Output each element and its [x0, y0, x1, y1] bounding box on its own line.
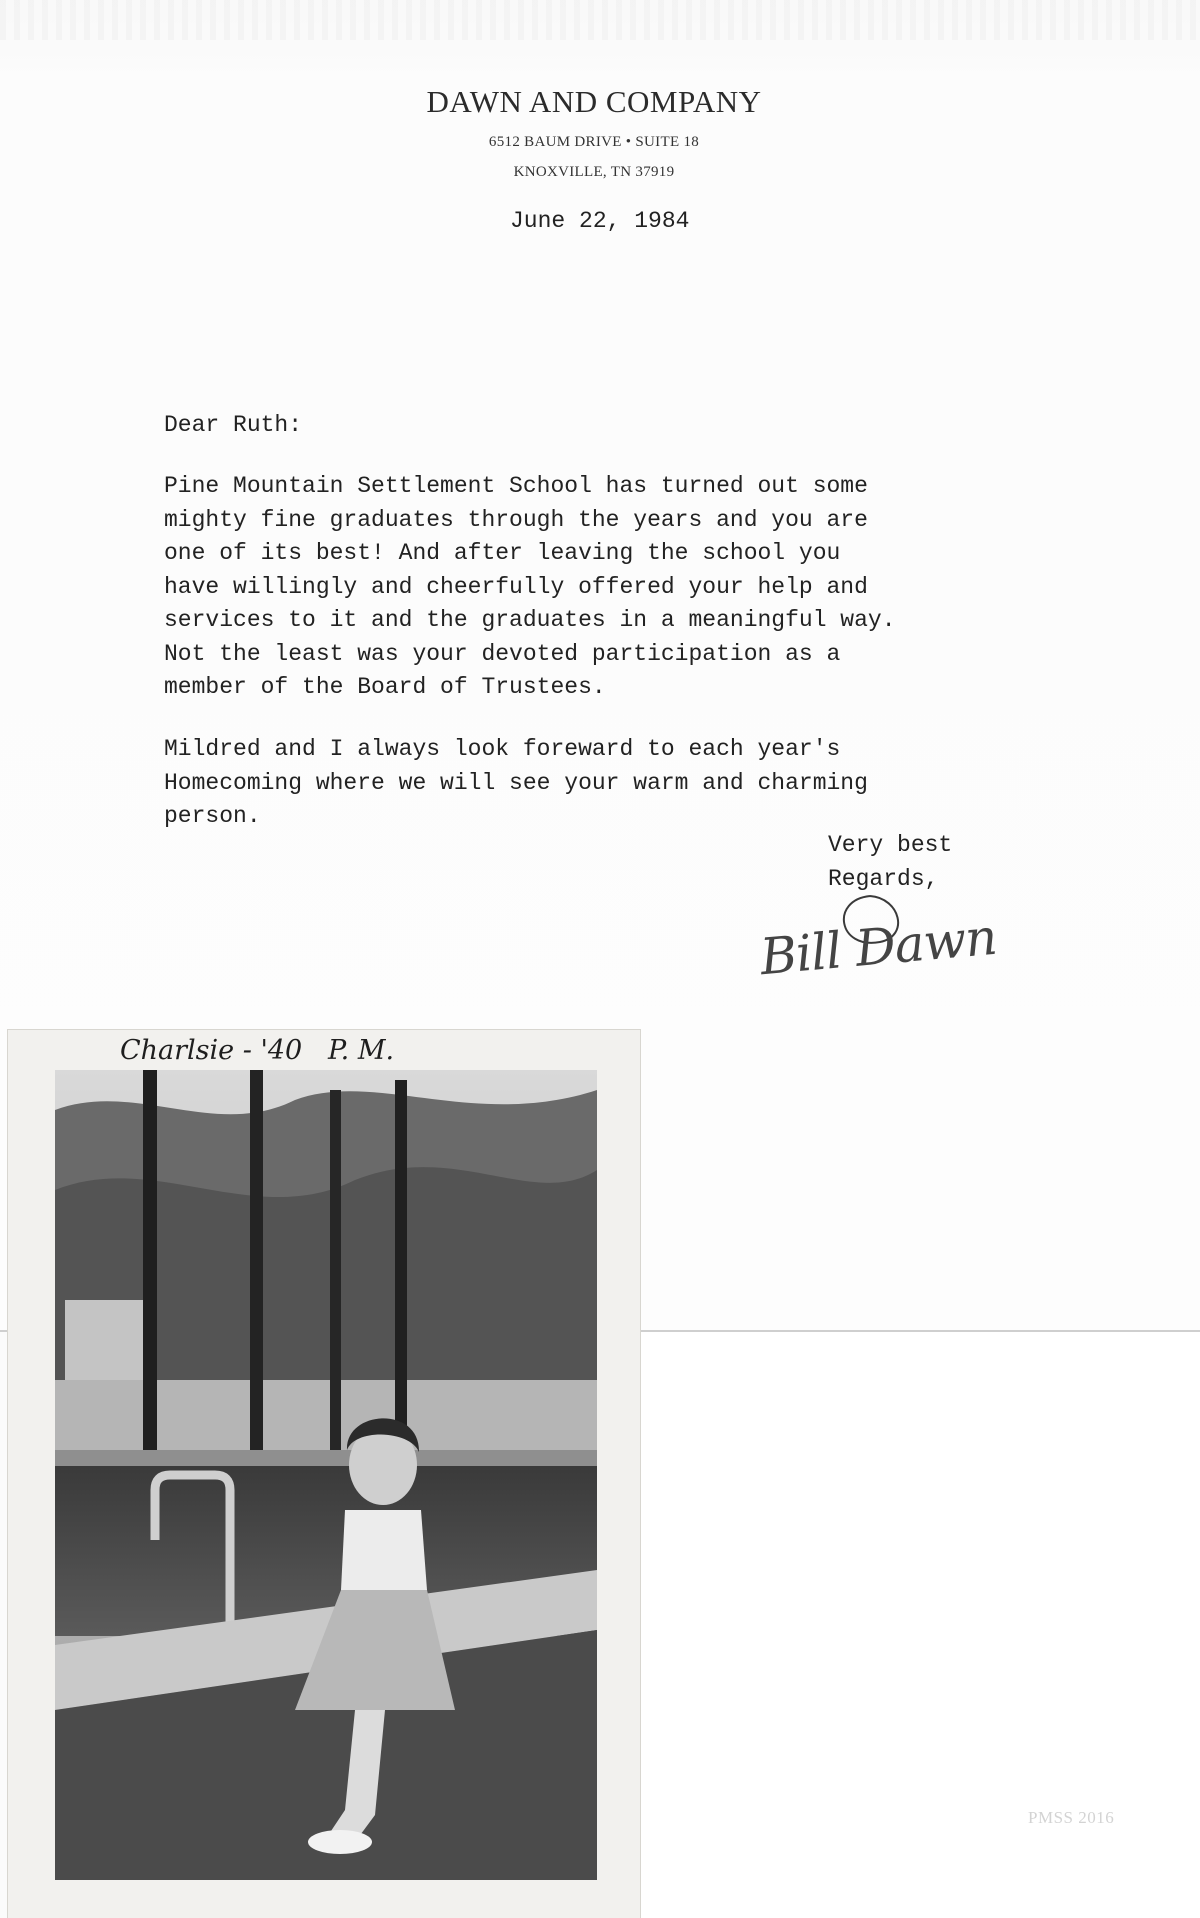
paragraph-2-line: Mildred and I always look foreward to each year's [164, 736, 841, 762]
woman-shoe [308, 1830, 372, 1854]
salutation: Dear Ruth: [164, 412, 303, 438]
address-line-1: 6512 BAUM DRIVE • SUITE 18 [488, 134, 700, 150]
pool-edge-far [55, 1450, 597, 1466]
field [55, 1380, 597, 1450]
paragraph-2-line: Homecoming where we will see your warm and charming [164, 769, 868, 796]
paragraph-1-line: services to it and the graduates in a meaningful way. [164, 607, 896, 633]
signature-text: Bill Dawn [757, 907, 999, 987]
tree-trunk [143, 1070, 157, 1460]
paragraph-1-line: member of the Board of Trustees. [164, 674, 606, 700]
paragraph-2 [164, 733, 1064, 834]
archive-watermark: PMSS 2016 [1028, 1808, 1115, 1827]
woman-blouse [341, 1510, 427, 1590]
closing [828, 828, 952, 896]
scan-edge-artifact [0, 0, 1200, 40]
tree-trunk [330, 1090, 341, 1460]
address-line-2: KNOXVILLE, TN 37919 [513, 164, 675, 180]
photo-scene [55, 1070, 597, 1880]
vintage-photograph [55, 1070, 597, 1880]
paragraph-1-line: have willingly and cheerfully offered your help and [164, 573, 868, 600]
tree-trunk [250, 1070, 263, 1460]
handwritten-signature [757, 890, 1010, 1000]
paragraph-1-line: Pine Mountain Settlement School has turned out some [164, 473, 868, 499]
paragraph-1-line: one of its best! And after leaving the school you [164, 540, 841, 566]
closing-line: Very best [828, 832, 953, 858]
paragraph-1 [164, 470, 1064, 705]
building [65, 1300, 145, 1380]
paragraph-1-line: Not the least was your devoted participation as a [164, 640, 841, 667]
letter-date: June 22, 1984 [510, 208, 690, 234]
paragraph-1-line: mighty fine graduates through the years and you are [164, 506, 868, 533]
photo-caption: Charlsie - '40 P. M. [120, 1035, 395, 1066]
tree-trunk [395, 1080, 407, 1460]
paragraph-2-line: person. [164, 803, 261, 829]
scan-background-area [640, 1330, 1200, 1918]
closing-line: Regards, [828, 866, 939, 892]
company-name: DAWN AND COMPANY [426, 84, 762, 119]
